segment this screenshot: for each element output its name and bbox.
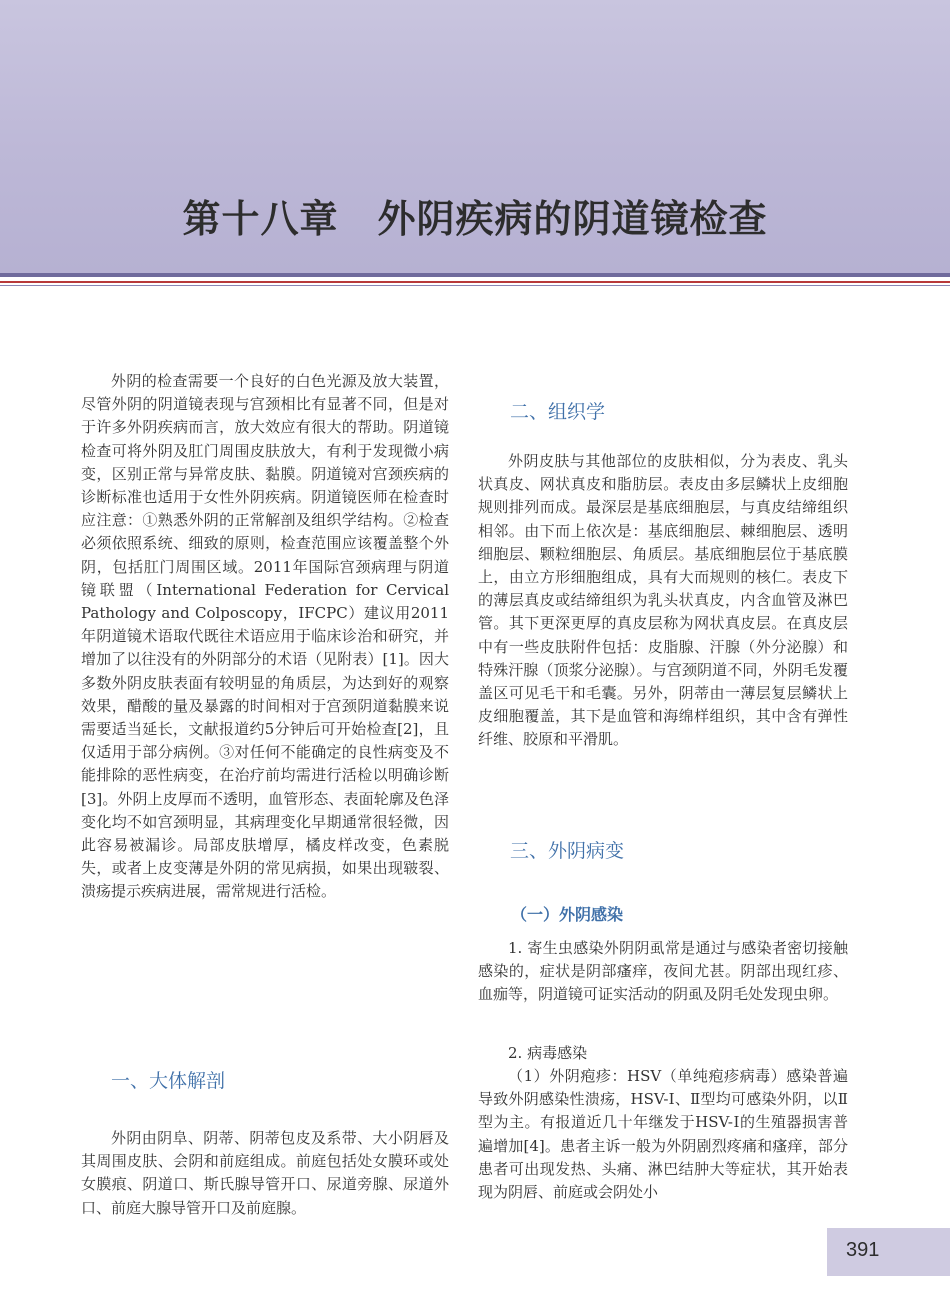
- chapter-title: 第十八章 外阴疾病的阴道镜检查: [182, 197, 768, 241]
- herpes-paragraph: （1）外阴疱疹：HSV（单纯疱疹病毒）感染普遍导致外阴感染性溃疡，HSV-Ⅰ、Ⅱ型均可感染外阴，以Ⅱ型为主。有报道近几十年继发于HSV-Ⅰ的生殖器损害普遍增加[4]。患者主诉一般为外阴剧烈疼痛和瘙痒，部分患者可出现发热、头痛、淋巴结肿大等症状，其开始表现为阴唇、前庭或会阴处小: [478, 1067, 848, 1202]
- section-heading-histology: 二、组织学: [510, 401, 606, 423]
- subsection-heading-infection: （一）外阴感染: [511, 905, 624, 924]
- parasite-paragraph: 1. 寄生虫感染外阴阴虱常是通过与感染者密切接触感染的，症状是阴部瘙痒，夜间尤甚。阴部出现红疹、血痂等，阴道镜可证实活动的阴虱及阴毛处发现虫卵。: [478, 939, 848, 1004]
- banner-divider: [0, 273, 950, 277]
- page-number: 391: [846, 1239, 880, 1261]
- section-heading-anatomy: 一、大体解剖: [111, 1070, 226, 1092]
- virus-heading-paragraph: 2. 病毒感染: [508, 1044, 588, 1062]
- section-heading-lesions: 三、外阴病变: [510, 840, 625, 862]
- intro-paragraph: 外阴的检查需要一个良好的白色光源及放大装置，尽管外阴的阴道镜表现与宫颈相比有显著不同，但是对于许多外阴疾病而言，放大效应有很大的帮助。阴道镜检查可将外阴及肛门周围皮肤放大，有利于发现微小病变，区别正常与异常皮肤、黏膜。阴道镜对宫颈疾病的诊断标准也适用于女性外阴疾病。阴道镜医师在检查时应注意：①熟悉外阴的正常解剖及组织学结构。②检查必须依照系统、细致的原则，检查范围应该覆盖整个外阴，包括肛门周围区域。2011年国际宫颈病理与阴道镜联盟（International Federation for Cervical Pathology and Colposcopy，IFCPC）建议用2011年阴道镜术语取代既往术语应用于临床诊治和研究，并增加了以往没有的外阴部分的术语（见附表）[1]。因大多数外阴皮肤表面有较明显的角质层，为达到好的观察效果，醋酸的量及暴露的时间相对于宫颈阴道黏膜来说需要适当延长，文献报道约5分钟后可开始检查[2]，且仅适用于部分病例。③对任何不能确定的良性病变及不能排除的恶性病变，在治疗前均需进行活检以明确诊断[3]。外阴上皮厚而不透明，血管形态、表面轮廓及色泽变化均不如宫颈明显，其病理变化早期通常很轻微，因此容易被漏诊。局部皮肤增厚，橘皮样改变，色素脱失，或者上皮变薄是外阴的常见病损，如果出现皲裂、溃疡提示疾病进展，需常规进行活检。: [81, 372, 449, 901]
- histology-paragraph: 外阴皮肤与其他部位的皮肤相似，分为表皮、乳头状真皮、网状真皮和脂肪层。表皮由多层鳞状上皮细胞规则排列而成。最深层是基底细胞层，与真皮结缔组织相邻。由下而上依次是：基底细胞层、棘细胞层、透明细胞层、颗粒细胞层、角质层。基底细胞层位于基底膜上，由立方形细胞组成，具有大而规则的核仁。表皮下的薄层真皮或结缔组织为乳头状真皮，内含血管及淋巴管。其下更深更厚的真皮层称为网状真皮层。在真皮层中有一些皮肤附件包括：皮脂腺、汗腺（外分泌腺）和特殊汗腺（顶浆分泌腺）。与宫颈阴道不同，外阴毛发覆盖区可见毛干和毛囊。另外，阴蒂由一薄层复层鳞状上皮细胞覆盖，其下是血管和海绵样组织，其中含有弹性纤维、胶原和平滑肌。: [478, 452, 848, 749]
- banner-divider-thin: [0, 285, 950, 286]
- anatomy-paragraph: 外阴由阴阜、阴蒂、阴蒂包皮及系带、大小阴唇及其周围皮肤、会阴和前庭组成。前庭包括处女膜环或处女膜痕、阴道口、斯氏腺导管开口、尿道旁腺、尿道外口、前庭大腺导管开口及前庭腺。: [81, 1129, 449, 1217]
- banner-divider-accent: [0, 281, 950, 283]
